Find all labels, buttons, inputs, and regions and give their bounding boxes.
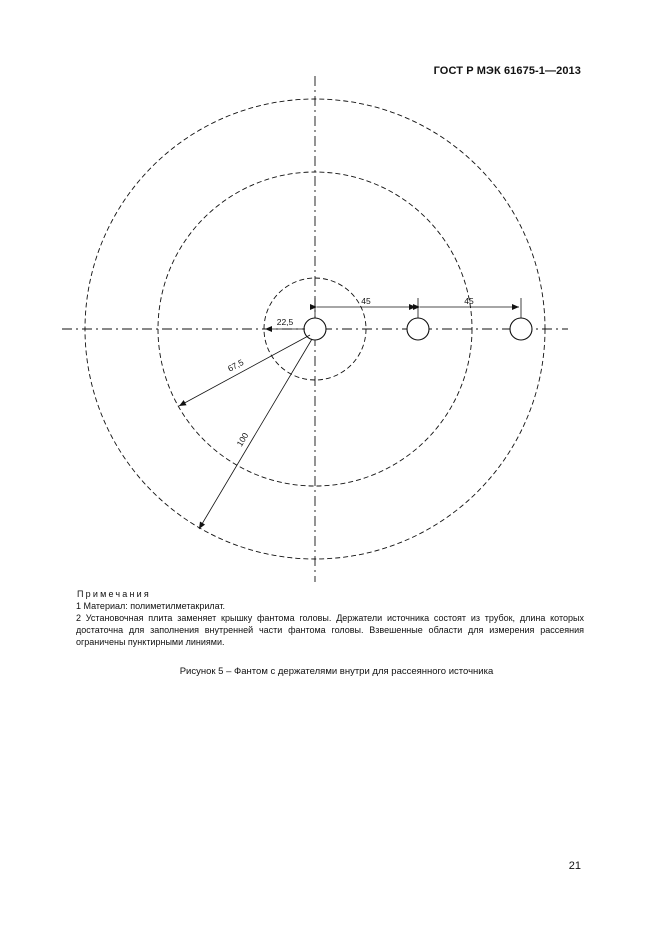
radius-label-22-5: 22,5: [276, 317, 294, 327]
radius-line-100: [199, 339, 312, 529]
radius-line-67-5: [179, 335, 310, 406]
figure-caption: Рисунок 5 – Фантом с держателями внутри для рассеянного источника: [179, 666, 494, 677]
dimension-label-45-second: 45: [464, 296, 474, 306]
page-number: 21: [568, 860, 581, 872]
radius-label-67-5: 67,5: [225, 357, 246, 374]
notes-title: Примечания: [77, 589, 151, 599]
standard-header: ГОСТ Р МЭК 61675-1—2013: [433, 65, 581, 77]
note-1: 1 Материал: полиметилметакрилат.: [76, 601, 226, 611]
dimension-label-45-first: 45: [361, 296, 371, 306]
source-holder-outer: [510, 318, 532, 340]
source-holder-middle: [407, 318, 429, 340]
radius-label-100: 100: [234, 430, 251, 449]
note-2: 2 Установочная плита заменяет крышку фантома головы. Держатели источника состоят из трубок, длина которых достаточна для заполнения внутренней части фантома головы. Взвешенные области для измерения рассеяния ограничены пунктирными линиями.: [76, 613, 584, 647]
figure-notes: [76, 588, 584, 648]
